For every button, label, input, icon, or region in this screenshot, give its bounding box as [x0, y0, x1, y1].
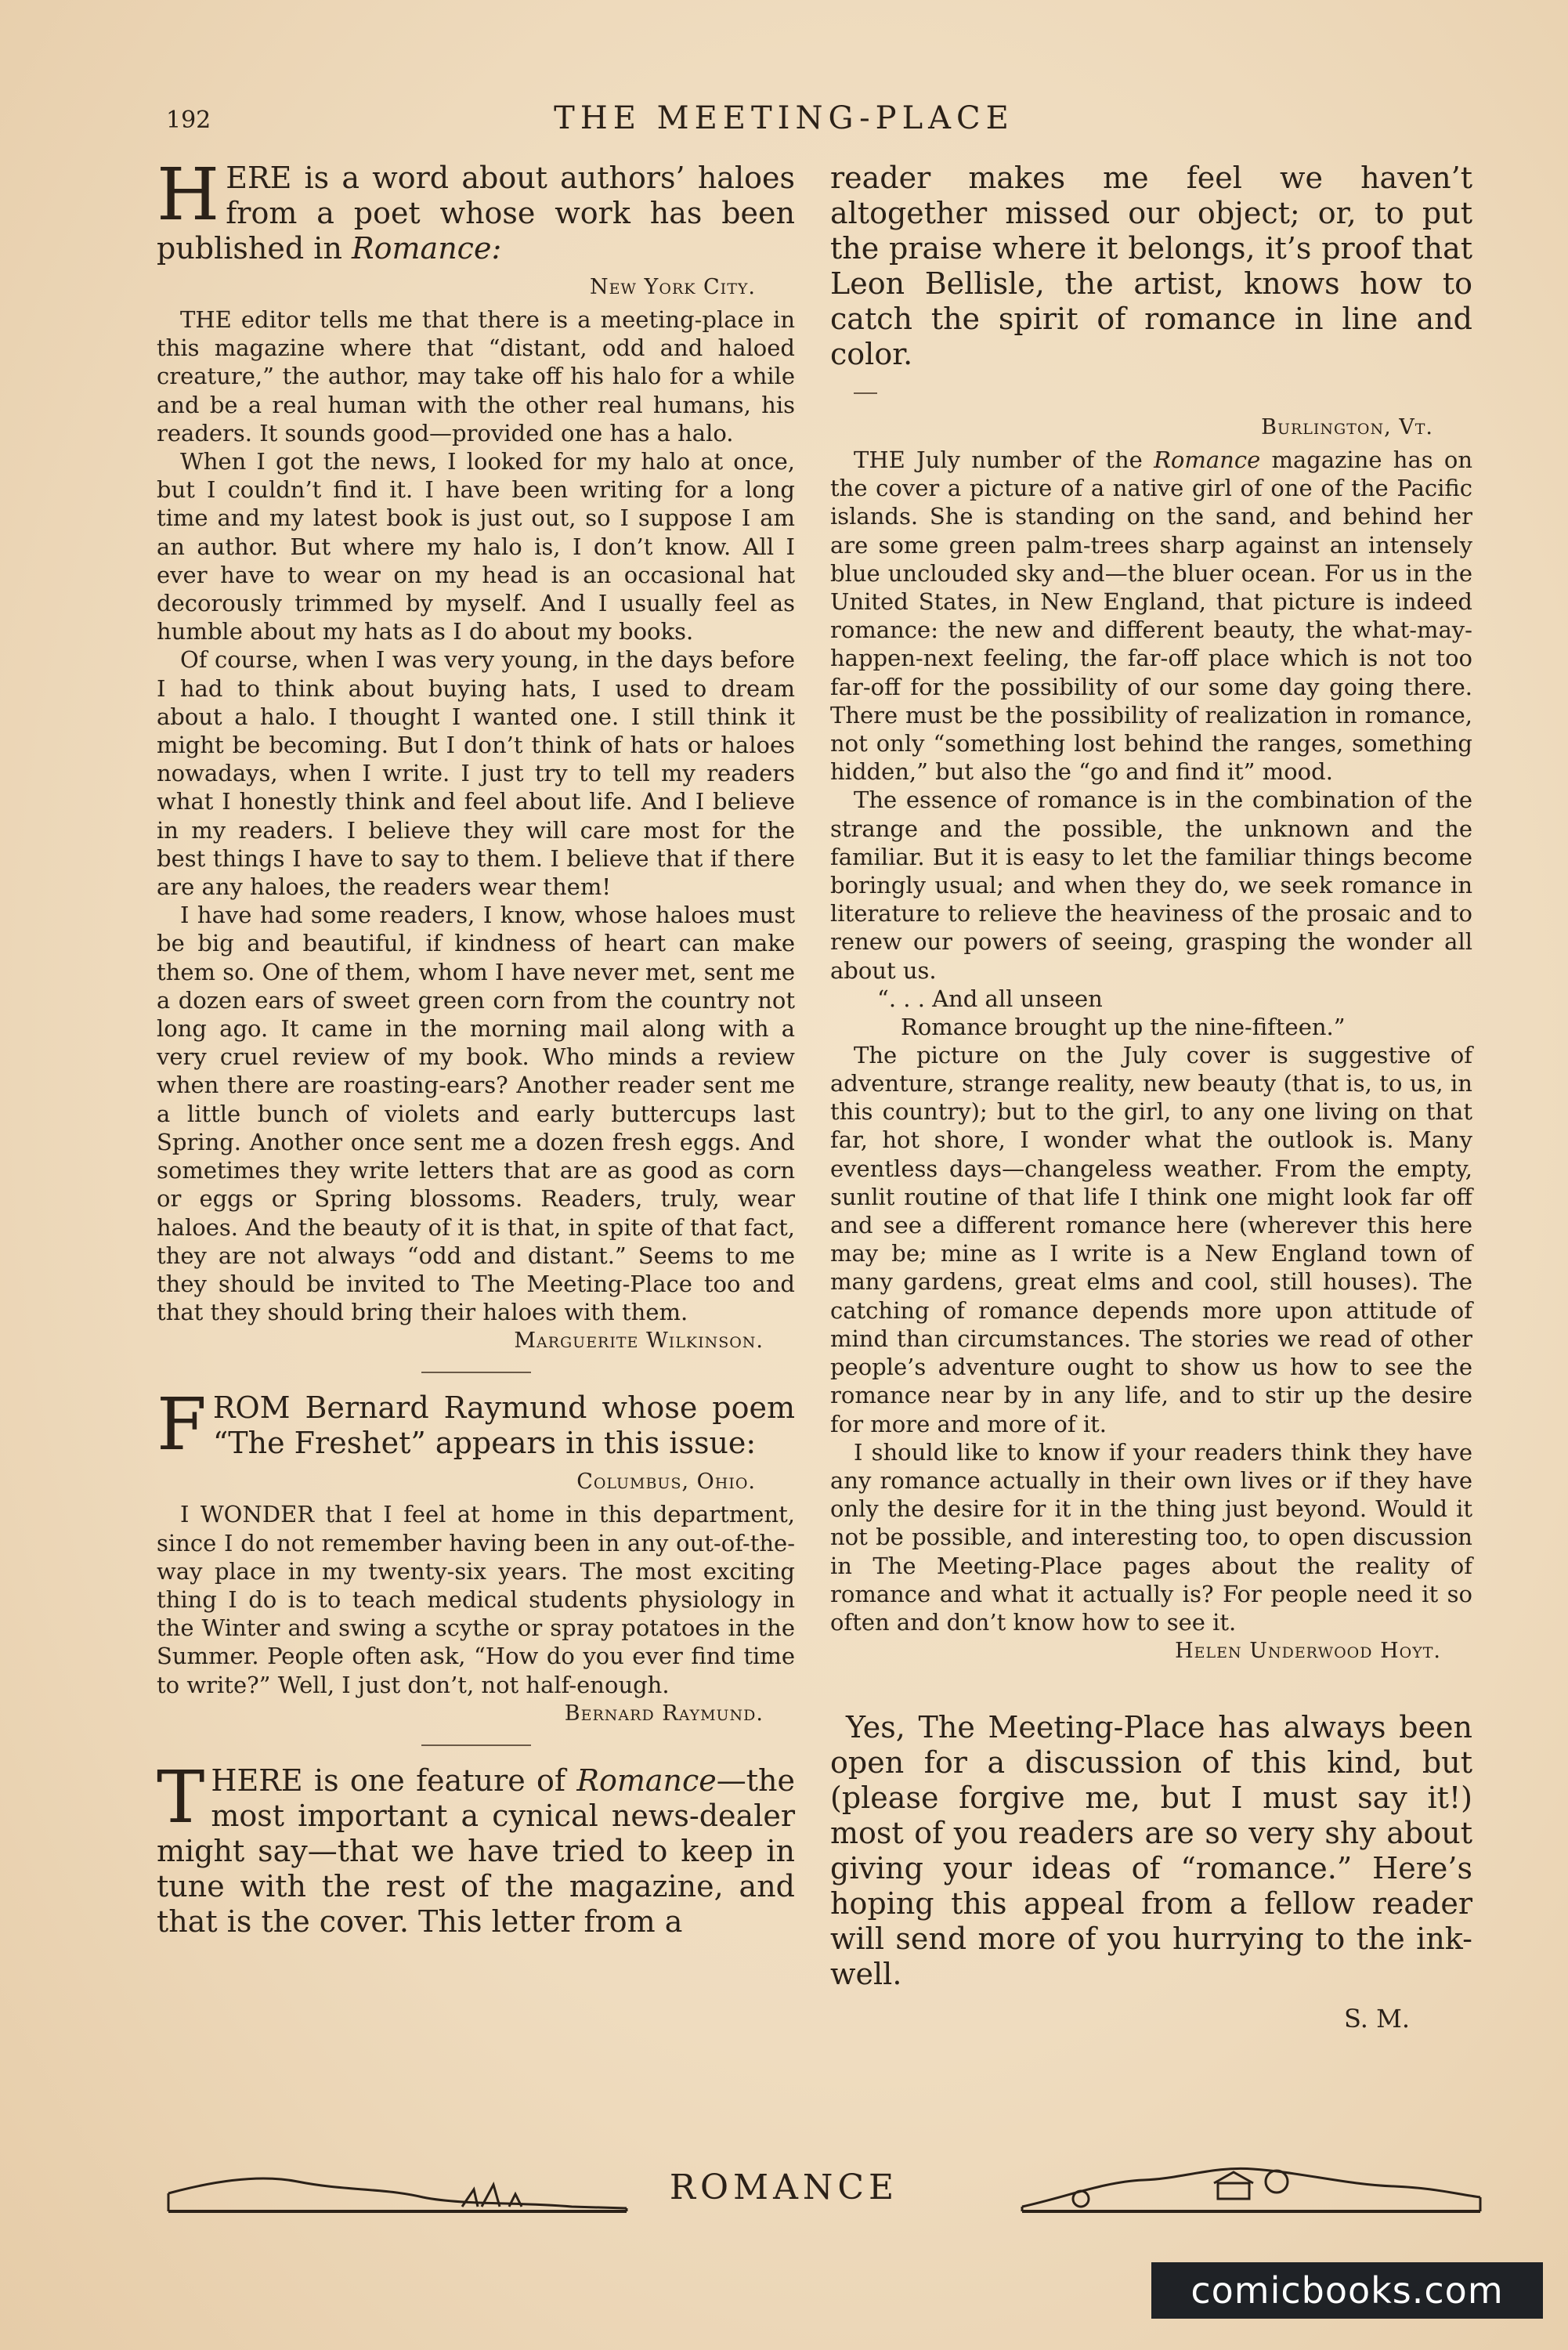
running-title: THE MEETING-PLACE: [554, 100, 1014, 136]
left-column: [157, 153, 795, 1940]
paragraph: I have had some readers, I know, whose haloes must be big and beautiful, if kindness of heart can make them so. One of them, whom I have never met, sent me a dozen ears of sweet green corn from the country not long ago. It came in the morning mail along with a very cruel review of my book. Who minds a review when there are roasting-ears? Another reader sent me a little bunch of violets and early buttercups last Spring. Another once sent me a dozen fresh eggs. And sometimes they write letters that are as good as corn or eggs or Spring blossoms. Readers, truly, wear haloes. And the beauty of it is that, in spite of that fact, they are not always “odd and distant.” Seems to me they should be invited to The Meeting-Place too and that they should bring their haloes with them.: [157, 902, 795, 1326]
magazine-name: Romance: [576, 1762, 717, 1798]
running-header: [0, 100, 1568, 147]
signature: Marguerite Wilkinson.: [514, 1329, 764, 1354]
dateline: Burlington, Vt.: [1261, 415, 1433, 439]
letter-raymund: [157, 1383, 795, 1726]
poem-line: Romance brought up the nine-fifteen.”: [901, 1013, 1346, 1040]
poem-quote: [830, 985, 1472, 1041]
paragraph: [830, 446, 1472, 786]
text: THE July number of the: [854, 446, 1154, 473]
editor-note: Yes, The Meeting-Place has always been open for a discussion of this kind, but (please forgive me, but I must say it!) most of you readers are so very shy about giving your ideas of “romance.” Here’s hoping this appeal from a fellow reader will send more of you hurrying to the ink-well.: [830, 1710, 1472, 1992]
intro-text: —the most important a cynical news-dealer might say—that we have tried to keep in tune with the rest of the magazine, and that is the cover. This letter from a: [157, 1762, 795, 1939]
paragraph: The picture on the July cover is suggestive of adventure, strange reality, new beauty (that is, to us, in this country); but to the girl, to any one living on that far, hot shore, I wonder what the outlook is. Many eventless days—changeless weather. From the empty, sunlit routine of that life I think one might look far off and see a different romance here (wherever this here may be; mine as I write is a New England town of many gardens, great elms and cool, still houses). The catching of romance depends more upon attitude of mind than circumstances. The stories we read of other people’s adventure ought to show us how to see the romance near by in any life, and to stir up the desire for more and more of it.: [830, 1041, 1472, 1437]
intro-cover-letter: [157, 1755, 795, 1940]
intro-wilkinson: [157, 153, 795, 266]
text: magazine has on the cover a picture of a native girl of one of the Pacific islands. She is standing on the sand, and behind her are some green palm-trees sharp against an intensely blue unclouded sky and—the bluer ocean. For us in the United States, in New England, that picture is indeed romance: the new and different beauty, the what-may-happen-next feeling, the far-off place which is not too far-off for the possibility of our some day going there. There must be the possibility of realization in romance, not only “something lost behind the ranges, something hidden,” but also the “go and find it” mood.: [830, 446, 1472, 786]
letter-wilkinson: [157, 153, 795, 1354]
editor-initials: S. M.: [1343, 2004, 1410, 2034]
poem-line: “. . . And all unseen: [877, 985, 1103, 1012]
footer-title: ROMANCE: [669, 2167, 899, 2207]
signature: Bernard Raymund.: [564, 1701, 764, 1726]
divider: [854, 392, 877, 394]
paragraph: I should like to know if your readers think they have any romance actually in their own lives or if they have only the desire for it in the thing just beyond. Would it not be possible, and interesting too, to open discussion in The Meeting-Place pages about the reality of romance and what it actually is? For people need it so often and don’t know how to see it.: [830, 1438, 1472, 1636]
paragraph: Of course, when I was very young, in the days before I had to think about buying hats, I used to dream about a halo. I thought I wanted one. I still think it might be becoming. But I don’t think of hats or haloes nowadays, when I write. I just try to tell my readers what I honestly think and feel about life. And I believe in my readers. I believe they will care most for the best things I have to say to them. I believe that if there are any haloes, the readers wear them!: [157, 646, 795, 901]
page-number: 192: [166, 107, 211, 134]
intro-raymund: [157, 1383, 795, 1467]
intro-text: ROM Bernard Raymund whose poem “The Freshet” appears in this issue:: [212, 1390, 795, 1461]
divider: [421, 1744, 531, 1746]
paragraph: THE editor tells me that there is a meeting-place in this magazine where that “distant, odd and haloed creature,” the author, may take off his halo for a while and be a real human with the other real humans, his readers. It sounds good—provided one has a halo.: [157, 306, 795, 446]
signature: Helen Underwood Hoyt.: [1175, 1639, 1441, 1664]
magazine-name: Romance:: [352, 231, 502, 266]
page-footer: [0, 2150, 1568, 2221]
paragraph: I WONDER that I feel at home in this department, since I do not remember having been in any out-of-the-way place in my twenty-six years. The most exciting thing I do is to teach medical students physiology in the Winter and swing a scythe or spray potatoes in the Summer. People often ask, “How do you ever find time to write?” Well, I just don’t, not half-enough.: [157, 1501, 795, 1698]
drop-cap: T: [157, 1755, 205, 1839]
intro-text: ERE is a word about authors’ haloes from a poet whose work has been published in: [157, 161, 795, 266]
divider: [421, 1372, 531, 1373]
dateline: New York City.: [589, 275, 756, 299]
magazine-name: Romance: [1154, 446, 1261, 473]
paragraph: The essence of romance is in the combination of the strange and the possible, the unknown and the familiar. But it is easy to let the familiar things become boringly usual; and when they do, we seek romance in literature to relieve the heaviness of the prosaic and to renew our powers of seeing, grasping the wonder all about us.: [830, 786, 1472, 984]
watermark-badge: comicbooks.com: [1151, 2262, 1543, 2319]
paragraph: When I got the news, I looked for my halo at once, but I couldn’t find it. I have been writing for a long time and my latest book is just out, so I suppose I am an author. But where my halo is, I don’t know. All I ever have to wear on my head is an occasional hat decorously trimmed by myself. And I usually feel as humble about my hats as I do about my books.: [157, 448, 795, 645]
drop-cap: H: [157, 153, 220, 237]
right-column: [830, 161, 1472, 2034]
intro-continued: reader makes me feel we haven’t altogether missed our object; or, to put the praise where it belongs, it’s proof that Leon Bellisle, the artist, knows how to catch the spirit of romance in line and color.: [830, 161, 1472, 371]
intro-text: HERE is one feature of: [211, 1762, 577, 1798]
landscape-ornament-right: [1018, 2150, 1488, 2221]
dateline: Columbus, Ohio.: [576, 1470, 756, 1495]
drop-cap: F: [157, 1383, 207, 1467]
